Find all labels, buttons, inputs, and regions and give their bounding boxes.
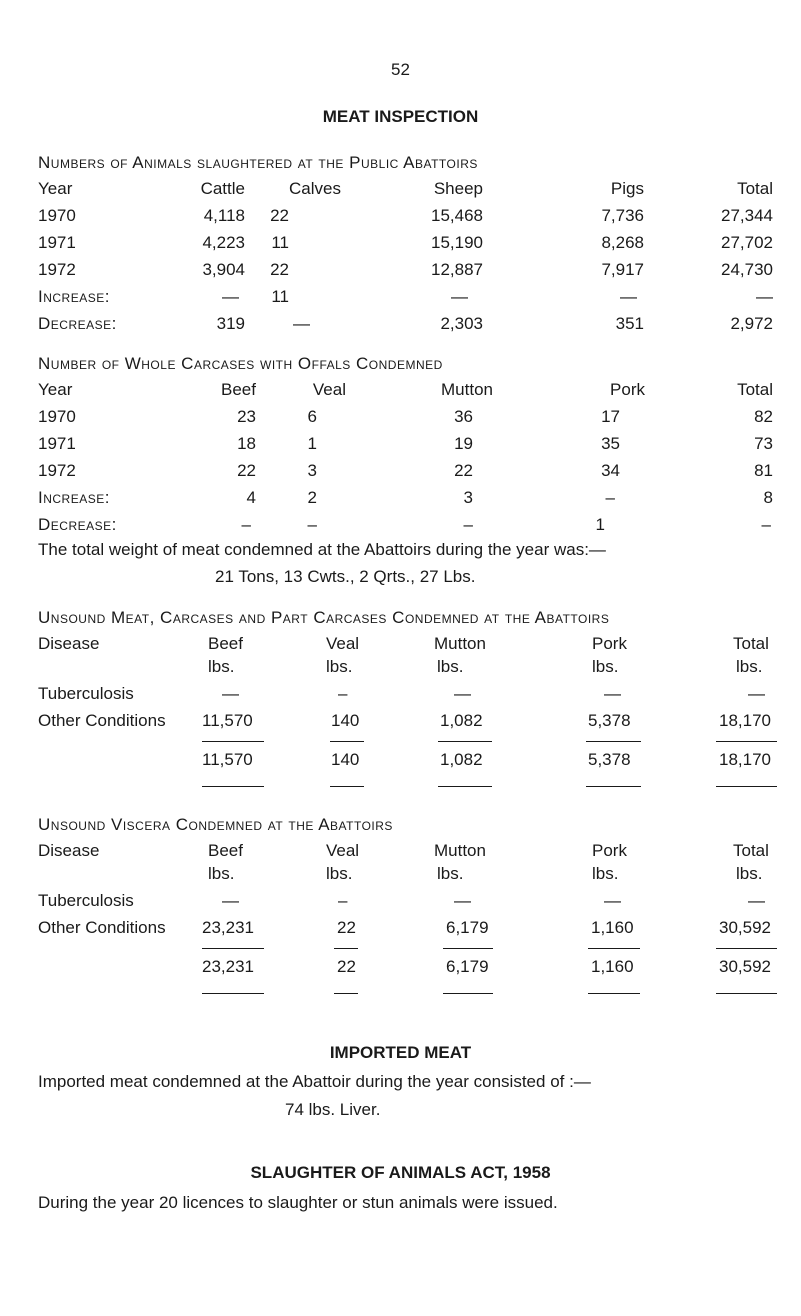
cell-calves: 22	[270, 260, 289, 279]
table-row	[0, 434, 801, 456]
page-number: 52	[391, 60, 410, 79]
table-row	[0, 891, 801, 913]
header-total: Total	[733, 634, 769, 653]
header-pork: Pork	[610, 380, 645, 399]
total-veal: 140	[331, 750, 360, 769]
meat-inspection-title: MEAT INSPECTION	[322, 107, 479, 126]
cell-mutton: 1,082	[440, 711, 483, 730]
cell-disease: Tuberculosis	[38, 891, 134, 910]
total-total: 30,592	[719, 957, 771, 976]
cell-calves: 11	[271, 287, 289, 306]
total-rule	[438, 741, 492, 742]
cell-year: 1971	[38, 233, 76, 252]
cell-mutton: –	[463, 515, 473, 534]
cell-pigs: 351	[615, 314, 644, 333]
cell-veal: –	[338, 891, 348, 910]
unit-veal: lbs.	[326, 864, 353, 883]
total-rule	[202, 786, 264, 787]
increase-row	[0, 488, 801, 510]
total-rule	[330, 741, 364, 742]
cell-calves: 22	[270, 206, 289, 225]
cell-total: 73	[754, 434, 773, 453]
header-total: Total	[737, 380, 773, 399]
cell-label: Increase:	[38, 488, 110, 507]
cell-total: —	[756, 287, 773, 306]
carcases-heading: Number of Whole Carcases with Offals Condemned	[38, 354, 443, 373]
cell-veal: –	[338, 684, 348, 703]
total-rule	[588, 948, 640, 949]
table-row	[0, 684, 801, 706]
cell-disease: Other Conditions	[38, 918, 166, 937]
cell-beef: 11,570	[202, 711, 253, 730]
total-rule	[202, 948, 264, 949]
slaughtered-header-row	[0, 179, 801, 201]
cell-pigs: 8,268	[601, 233, 644, 252]
cell-total: —	[748, 684, 765, 703]
cell-mutton: —	[454, 891, 471, 910]
cell-disease: Other Conditions	[38, 711, 166, 730]
cell-mutton: —	[454, 684, 471, 703]
total-rule	[202, 993, 264, 994]
header-veal: Veal	[326, 634, 360, 653]
total-rule	[202, 741, 264, 742]
total-pork: 5,378	[588, 750, 631, 769]
cell-total: 24,730	[721, 260, 773, 279]
unit-total: lbs.	[736, 657, 763, 676]
cell-total: 30,592	[719, 918, 771, 937]
cell-beef: 22	[237, 461, 256, 480]
header-pork: Pork	[592, 634, 627, 653]
cell-cattle: 3,904	[202, 260, 245, 279]
total-pork: 1,160	[591, 957, 634, 976]
cell-year: 1972	[38, 260, 76, 279]
unit-pork: lbs.	[592, 657, 619, 676]
header-disease: Disease	[38, 841, 100, 860]
cell-total: 82	[754, 407, 773, 426]
slaughter-act-title: SLAUGHTER OF ANIMALS ACT, 1958	[250, 1163, 551, 1182]
cell-pork: 1	[595, 515, 605, 534]
unit-veal: lbs.	[326, 657, 353, 676]
total-rule	[716, 741, 777, 742]
header-beef: Beef	[221, 380, 256, 399]
cell-calves: —	[293, 314, 310, 333]
cell-veal: 3	[307, 461, 317, 480]
cell-total: —	[748, 891, 765, 910]
cell-cattle: 4,223	[202, 233, 245, 252]
cell-beef: 23	[237, 407, 256, 426]
total-rule	[334, 993, 358, 994]
total-beef: 11,570	[202, 750, 253, 769]
unit-mutton: lbs.	[437, 864, 464, 883]
total-beef: 23,231	[202, 957, 254, 976]
cell-disease: Tuberculosis	[38, 684, 134, 703]
unit-beef: lbs.	[208, 864, 235, 883]
cell-label: Increase:	[38, 287, 110, 306]
cell-year: 1970	[38, 407, 76, 426]
totals-row	[0, 957, 801, 979]
cell-year: 1972	[38, 461, 76, 480]
total-rule	[588, 993, 640, 994]
cell-mutton: 19	[454, 434, 473, 453]
header-calves: Calves	[289, 179, 341, 198]
cell-sheep: 15,190	[431, 233, 483, 252]
total-rule	[330, 786, 364, 787]
cell-beef: 4	[246, 488, 256, 507]
unit-total: lbs.	[736, 864, 763, 883]
cell-veal: 1	[307, 434, 317, 453]
cell-total: 27,702	[721, 233, 773, 252]
cell-pigs: 7,736	[601, 206, 644, 225]
slaughtered-heading: Numbers of Animals slaughtered at the Public Abattoirs	[38, 153, 478, 172]
unsound-viscera-heading: Unsound Viscera Condemned at the Abattoirs	[38, 815, 393, 834]
cell-pigs: —	[620, 287, 637, 306]
carcases-header-row	[0, 380, 801, 402]
cell-veal: 6	[307, 407, 317, 426]
total-rule	[716, 948, 777, 949]
header-beef: Beef	[208, 841, 243, 860]
cell-label: Decrease:	[38, 314, 117, 333]
cell-total: –	[761, 515, 771, 534]
increase-row	[0, 287, 801, 309]
totals-row	[0, 750, 801, 772]
total-mutton: 6,179	[446, 957, 489, 976]
cell-mutton: 6,179	[446, 918, 489, 937]
header-year: Year	[38, 179, 73, 198]
table-row	[0, 918, 801, 940]
total-veal: 22	[337, 957, 356, 976]
cell-beef: 18	[237, 434, 256, 453]
header-sheep: Sheep	[433, 179, 483, 198]
cell-cattle: —	[222, 287, 239, 306]
cell-sheep: 15,468	[431, 206, 483, 225]
total-rule	[443, 993, 493, 994]
cell-year: 1970	[38, 206, 76, 225]
table-row	[0, 206, 801, 228]
total-rule	[438, 786, 492, 787]
total-rule	[716, 993, 777, 994]
imported-meat-title: IMPORTED MEAT	[329, 1043, 472, 1062]
total-rule	[334, 948, 358, 949]
header-year: Year	[38, 380, 73, 399]
table-row	[0, 233, 801, 255]
cell-pigs: 7,917	[601, 260, 644, 279]
cell-total: 2,972	[730, 314, 773, 333]
cell-mutton: 3	[463, 488, 473, 507]
cell-sheep: 2,303	[440, 314, 483, 333]
cell-cattle: 4,118	[203, 206, 245, 225]
header-mutton: Mutton	[441, 380, 493, 399]
cell-year: 1971	[38, 434, 76, 453]
cell-pork: 5,378	[588, 711, 631, 730]
decrease-row	[0, 314, 801, 336]
cell-total: 18,170	[719, 711, 771, 730]
unit-mutton: lbs.	[437, 657, 464, 676]
cell-calves: 11	[271, 233, 289, 252]
unit-pork: lbs.	[592, 864, 619, 883]
cell-pork: —	[604, 684, 621, 703]
cell-veal: 22	[337, 918, 356, 937]
cell-pork: 17	[601, 407, 620, 426]
unsound-viscera-header-row	[0, 841, 801, 863]
cell-cattle: 319	[216, 314, 245, 333]
total-rule	[716, 786, 777, 787]
total-rule	[586, 786, 641, 787]
cell-beef: —	[222, 684, 239, 703]
cell-mutton: 36	[454, 407, 473, 426]
imported-meat-text: Imported meat condemned at the Abattoir during the year consisted of :—	[38, 1072, 591, 1091]
cell-pork: 35	[601, 434, 620, 453]
header-beef: Beef	[208, 634, 243, 653]
total-rule	[443, 948, 493, 949]
cell-total: 8	[763, 488, 773, 507]
header-pork: Pork	[592, 841, 627, 860]
table-row	[0, 461, 801, 483]
cell-total: 81	[754, 461, 773, 480]
cell-pork: –	[605, 488, 615, 507]
cell-total: 27,344	[721, 206, 773, 225]
cell-pork: —	[604, 891, 621, 910]
header-mutton: Mutton	[434, 841, 486, 860]
cell-sheep: —	[451, 287, 468, 306]
table-row	[0, 711, 801, 733]
header-mutton: Mutton	[434, 634, 486, 653]
cell-pork: 34	[601, 461, 620, 480]
units-row	[0, 657, 801, 679]
header-disease: Disease	[38, 634, 100, 653]
unsound-meat-heading: Unsound Meat, Carcases and Part Carcases Condemned at the Abattoirs	[38, 608, 610, 627]
table-row	[0, 407, 801, 429]
decrease-row	[0, 515, 801, 537]
cell-beef: –	[241, 515, 251, 534]
cell-beef: 23,231	[202, 918, 254, 937]
header-total: Total	[733, 841, 769, 860]
header-veal: Veal	[312, 380, 346, 399]
cell-veal: 2	[307, 488, 317, 507]
imported-meat-value: 74 lbs. Liver.	[285, 1100, 381, 1119]
cell-veal: 140	[331, 711, 360, 730]
unit-beef: lbs.	[208, 657, 235, 676]
total-total: 18,170	[719, 750, 771, 769]
header-pigs: Pigs	[610, 179, 644, 198]
header-veal: Veal	[326, 841, 360, 860]
slaughter-act-text: During the year 20 licences to slaughter or stun animals were issued.	[38, 1193, 558, 1212]
table-row	[0, 260, 801, 282]
unsound-meat-header-row	[0, 634, 801, 656]
cell-label: Decrease:	[38, 515, 117, 534]
cell-pork: 1,160	[591, 918, 634, 937]
total-mutton: 1,082	[440, 750, 483, 769]
header-total: Total	[737, 179, 773, 198]
header-cattle: Cattle	[200, 179, 245, 198]
cell-mutton: 22	[454, 461, 473, 480]
total-weight-text: The total weight of meat condemned at the Abattoirs during the year was:—	[38, 540, 606, 559]
cell-sheep: 12,887	[431, 260, 483, 279]
total-rule	[586, 741, 641, 742]
cell-veal: –	[307, 515, 317, 534]
units-row	[0, 864, 801, 886]
cell-beef: —	[222, 891, 239, 910]
total-weight-value: 21 Tons, 13 Cwts., 2 Qrts., 27 Lbs.	[215, 567, 476, 586]
